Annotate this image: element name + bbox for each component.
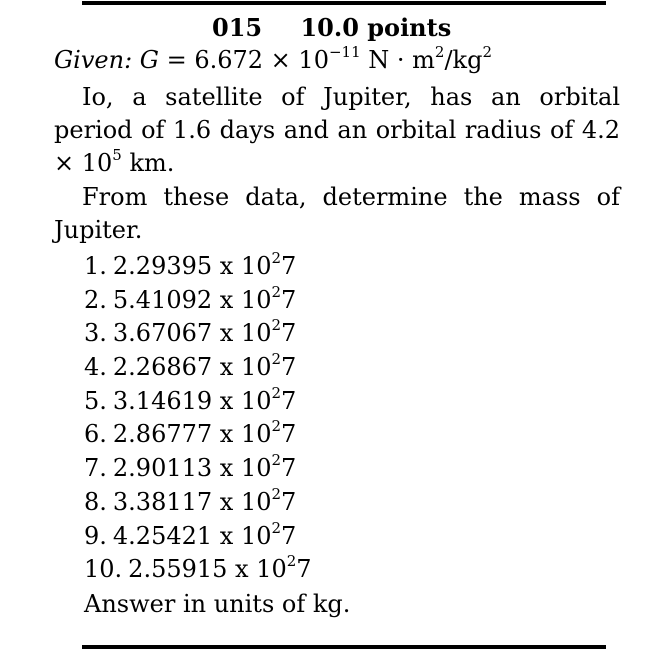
option-label: 9. (84, 521, 107, 550)
question-points: 10.0 points (300, 13, 452, 42)
option-label: 7. (84, 454, 107, 483)
option-sup: 2 (271, 249, 282, 267)
option-sup: 2 (271, 316, 282, 335)
radius-exponent: 5 (112, 146, 122, 164)
option-item[interactable] (84, 317, 312, 351)
option-tail: 7 (281, 319, 297, 348)
option-mantissa: 2.26867 x 10 (112, 353, 272, 382)
option-item[interactable] (84, 284, 312, 318)
given-units-exp-b: 2 (482, 43, 492, 61)
option-sup: 2 (286, 552, 297, 571)
given-constant (54, 43, 492, 77)
option-label: 4. (84, 353, 107, 382)
option-label: 1. (84, 252, 107, 280)
option-mantissa: 3.67067 x 10 (112, 319, 272, 348)
option-item[interactable] (84, 452, 312, 486)
answer-unit: kg. (312, 590, 351, 618)
option-mantissa: 5.41092 x 10 (112, 285, 272, 314)
option-sup: 2 (271, 282, 282, 301)
problem-statement (54, 81, 620, 180)
answer-options (84, 250, 312, 587)
option-mantissa: 3.38117 x 10 (112, 487, 272, 516)
option-sup: 2 (271, 417, 282, 436)
option-item[interactable] (84, 520, 312, 554)
question-header (212, 12, 451, 44)
option-item[interactable] (84, 553, 312, 587)
option-label: 5. (84, 386, 107, 415)
option-item[interactable] (84, 351, 312, 385)
option-tail: 7 (296, 555, 312, 584)
option-sup: 2 (271, 350, 282, 369)
option-label: 2. (84, 285, 107, 314)
problem-question-text: From these data, determine the mass of Jupiter. (54, 183, 620, 244)
option-sup: 2 (271, 518, 282, 537)
problem-text-b: km. (121, 149, 175, 177)
option-mantissa: 2.29395 x 10 (112, 252, 272, 280)
given-label: Given: (54, 46, 133, 74)
option-item[interactable] (84, 250, 312, 284)
option-mantissa: 4.25421 x 10 (112, 521, 272, 550)
option-item[interactable] (84, 385, 312, 419)
option-mantissa: 2.86777 x 10 (112, 420, 272, 449)
option-label: 6. (84, 420, 107, 449)
option-tail: 7 (281, 252, 297, 280)
option-tail: 7 (281, 420, 297, 449)
option-label: 3. (84, 319, 107, 348)
option-tail: 7 (281, 487, 297, 516)
option-mantissa: 2.90113 x 10 (112, 454, 272, 483)
option-item[interactable] (84, 418, 312, 452)
option-sup: 2 (271, 451, 282, 470)
option-item[interactable] (84, 486, 312, 520)
option-tail: 7 (281, 386, 297, 415)
given-value: = 6.672 × 10 (166, 46, 329, 74)
bottom-rule (82, 645, 606, 649)
option-tail: 7 (281, 285, 297, 314)
given-units-b: /kg (444, 46, 483, 74)
question-number: 015 (212, 13, 263, 42)
top-rule (82, 1, 606, 5)
given-exponent: −11 (328, 43, 361, 61)
given-units-exp-a: 2 (434, 43, 445, 61)
option-label: 8. (84, 487, 107, 516)
option-tail: 7 (281, 353, 297, 382)
problem-question (54, 181, 620, 247)
option-mantissa: 2.55915 x 10 (128, 555, 287, 584)
given-symbol: G (139, 46, 159, 74)
answer-units (84, 588, 350, 621)
given-units-a: N · m (360, 46, 435, 74)
option-sup: 2 (271, 484, 282, 503)
option-mantissa: 3.14619 x 10 (112, 386, 272, 415)
answer-text: Answer in units of (84, 590, 313, 618)
option-label: 10. (84, 555, 123, 584)
option-tail: 7 (281, 454, 297, 483)
problem-text-a: Io, a satellite of Jupiter, has an orbital period of 1.6 days and an orbital radius of 4.2 × 10 (54, 83, 620, 177)
option-tail: 7 (281, 521, 297, 550)
option-sup: 2 (271, 383, 282, 402)
